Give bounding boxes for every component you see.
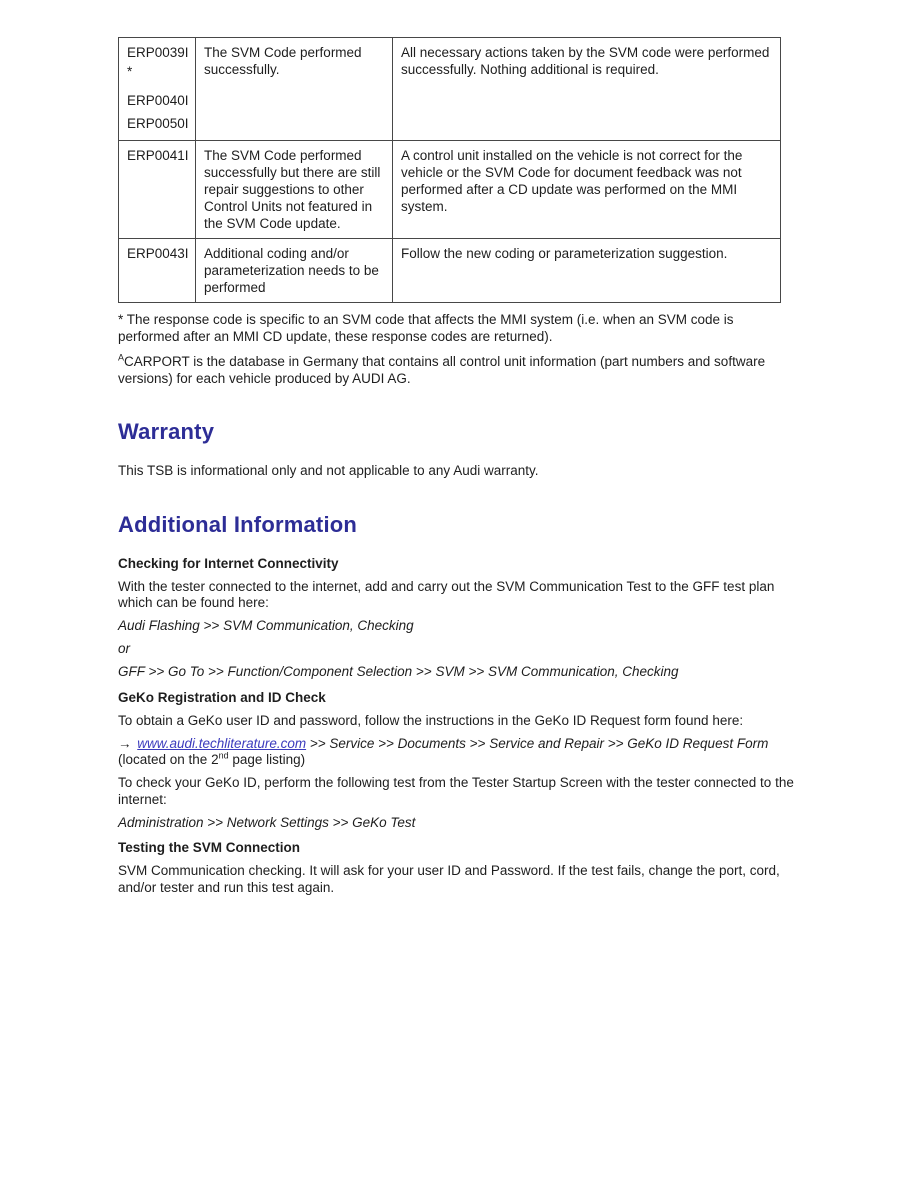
warranty-heading: Warranty (118, 419, 215, 444)
paragraph-svm: SVM Communication checking. It will ask for your user ID and Password. If the test fails, change the port, cord, and/or tester and run this test again. (118, 863, 780, 895)
asterisk-marker: * (127, 64, 133, 79)
action-cell: Follow the new coding or parameterization suggestion. (393, 239, 781, 303)
response-code: ERP0043I (127, 246, 189, 261)
action-cell: A control unit installed on the vehicle is not correct for the vehicle or the SVM Code for document feedback was not performed after a CD update was performed on the MMI system. (393, 141, 781, 239)
additional-info-heading: Additional Information (118, 511, 358, 537)
document-content (118, 37, 798, 903)
footnote-carport-text: CARPORT is the database in Germany that contains all control unit information (part numbers and software versions) for each vehicle produced by AUDI AG. (118, 354, 766, 386)
path-admin: Administration >> Network Settings >> GeKo Test (118, 814, 416, 830)
action-cell: All necessary actions taken by the SVM code were performed successfully. Nothing additional is required. (393, 38, 781, 141)
arrow-icon: → (118, 735, 132, 751)
table-row (119, 141, 781, 239)
techliterature-link[interactable]: www.audi.techliterature.com (137, 735, 307, 751)
link-note (118, 752, 305, 767)
subheading-internet-connectivity: Checking for Internet Connectivity (118, 555, 339, 571)
path-audi-flashing: Audi Flashing >> SVM Communication, Checking (118, 618, 414, 633)
footnote-carport (118, 354, 798, 387)
link-note-pre: (located on the 2 (118, 752, 219, 767)
code-cell (119, 38, 196, 141)
geko-link-line (118, 736, 798, 769)
response-code: ERP0039I (127, 45, 189, 60)
subheading-geko: GeKo Registration and ID Check (118, 689, 326, 705)
footnote-asterisk: * The response code is specific to an SVM code that affects the MMI system (i.e. when an SVM code is performed after an MMI CD update, these response codes are returned). (118, 312, 734, 344)
path-gff: GFF >> Go To >> Function/Component Selection >> SVM >> SVM Communication, Checking (118, 664, 679, 679)
response-code: ERP0050I (127, 116, 189, 131)
description-cell: The SVM Code performed successfully. (196, 38, 393, 141)
description-cell: Additional coding and/or parameterization needs to be performed (196, 239, 393, 303)
or-text: or (118, 641, 131, 656)
subheading-svm-test: Testing the SVM Connection (118, 840, 300, 855)
paragraph-internet: With the tester connected to the internet, add and carry out the SVM Communication Test to the GFF test plan which can be found here: (118, 578, 775, 610)
paragraph-geko-check: To check your GeKo ID, perform the following test from the Tester Startup Screen with the tester connected to the internet: (118, 775, 794, 807)
response-code-table (118, 37, 781, 303)
response-code: ERP0040I (127, 93, 189, 108)
paragraph-geko: To obtain a GeKo user ID and password, follow the instructions in the GeKo ID Request form found here: (118, 712, 744, 728)
response-code: ERP0041I (127, 148, 189, 163)
link-note-post: page listing) (228, 752, 306, 767)
table-row (119, 38, 781, 141)
table-row (119, 239, 781, 303)
code-cell (119, 141, 196, 239)
footnote-superscript: A (118, 352, 125, 363)
link-path-text: >> Service >> Documents >> Service and Repair >> GeKo ID Request Form (306, 735, 769, 751)
description-cell: The SVM Code performed successfully but there are still repair suggestions to other Control Units not featured in the SVM Code update. (196, 141, 393, 239)
warranty-text: This TSB is informational only and not applicable to any Audi warranty. (118, 463, 539, 478)
link-note-superscript: nd (218, 750, 229, 761)
code-cell (119, 239, 196, 303)
